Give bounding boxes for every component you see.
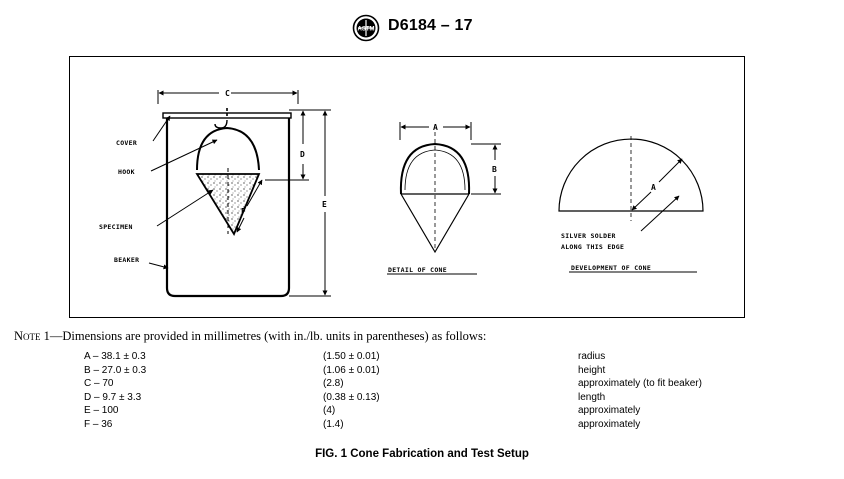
document-id: D6184 – 17 <box>388 17 473 34</box>
hook-wire <box>215 120 227 128</box>
dimension-desc: length <box>578 391 606 403</box>
specimen-label: SPECIMEN <box>99 223 133 231</box>
development-of-cone <box>559 136 703 272</box>
cone-handle <box>197 128 259 170</box>
dimension-desc: approximately <box>578 418 641 430</box>
dimension-inch: (1.50 ± 0.01) <box>323 351 380 362</box>
dim-a-development-label: A <box>651 183 656 192</box>
development-of-cone-label: DEVELOPMENT OF CONE <box>571 264 652 272</box>
dim-b-label: B <box>492 165 497 174</box>
silver-solder-label-line2: ALONG THIS EDGE <box>561 243 625 251</box>
detail-of-cone <box>387 122 501 274</box>
dimension-desc: radius <box>578 351 606 362</box>
silver-solder-label-line1: SILVER SOLDER <box>561 232 616 240</box>
dimension-desc: approximately <box>578 405 641 416</box>
dimension-mm: B – 27.0 ± 0.3 <box>84 364 147 376</box>
figure-drawing <box>69 56 745 318</box>
detail-of-cone-label: DETAIL OF CONE <box>388 266 447 274</box>
dimension-mm: C – 70 <box>84 378 114 389</box>
dimension-mm: A – 38.1 ± 0.3 <box>84 351 146 362</box>
beaker-label: BEAKER <box>114 256 140 264</box>
dim-a-detail-label: A <box>433 123 438 132</box>
note-1 <box>14 329 486 344</box>
cover-label: COVER <box>116 139 138 147</box>
dimension-mm: E – 100 <box>84 405 119 416</box>
dimension-row <box>0 419 844 432</box>
dimension-inch: (1.06 ± 0.01) <box>323 364 380 376</box>
figure-caption: FIG. 1 Cone Fabrication and Test Setup <box>315 448 529 460</box>
dim-f-label: F <box>241 207 246 216</box>
note-prefix: Note 1 <box>14 329 50 343</box>
dimension-row <box>0 351 844 364</box>
dimension-inch: (1.4) <box>323 418 344 430</box>
dimension-inch: (2.8) <box>323 378 344 389</box>
dim-d-label: D <box>300 150 305 159</box>
dimension-row <box>0 365 844 378</box>
note-text: —Dimensions are provided in millimetres (with in./lb. units in parentheses) as follows: <box>49 329 487 343</box>
dimension-desc: height <box>578 364 606 376</box>
document-header <box>0 14 844 42</box>
dimension-row <box>0 392 844 405</box>
dim-c-label: C <box>225 89 230 98</box>
dim-e-label: E <box>322 200 327 209</box>
dimension-desc: approximately (to fit beaker) <box>578 378 702 389</box>
dimension-mm: D – 9.7 ± 3.3 <box>84 391 142 403</box>
dimension-row <box>0 378 844 391</box>
hook-label: HOOK <box>118 168 135 176</box>
logo-text: ASTM <box>357 26 375 33</box>
dimension-inch: (0.38 ± 0.13) <box>323 391 380 403</box>
astm-logo <box>352 14 380 42</box>
dimension-row <box>0 405 844 418</box>
dimension-inch: (4) <box>323 405 336 416</box>
dimension-mm: F – 36 <box>84 418 113 430</box>
beaker-assembly <box>149 90 331 296</box>
